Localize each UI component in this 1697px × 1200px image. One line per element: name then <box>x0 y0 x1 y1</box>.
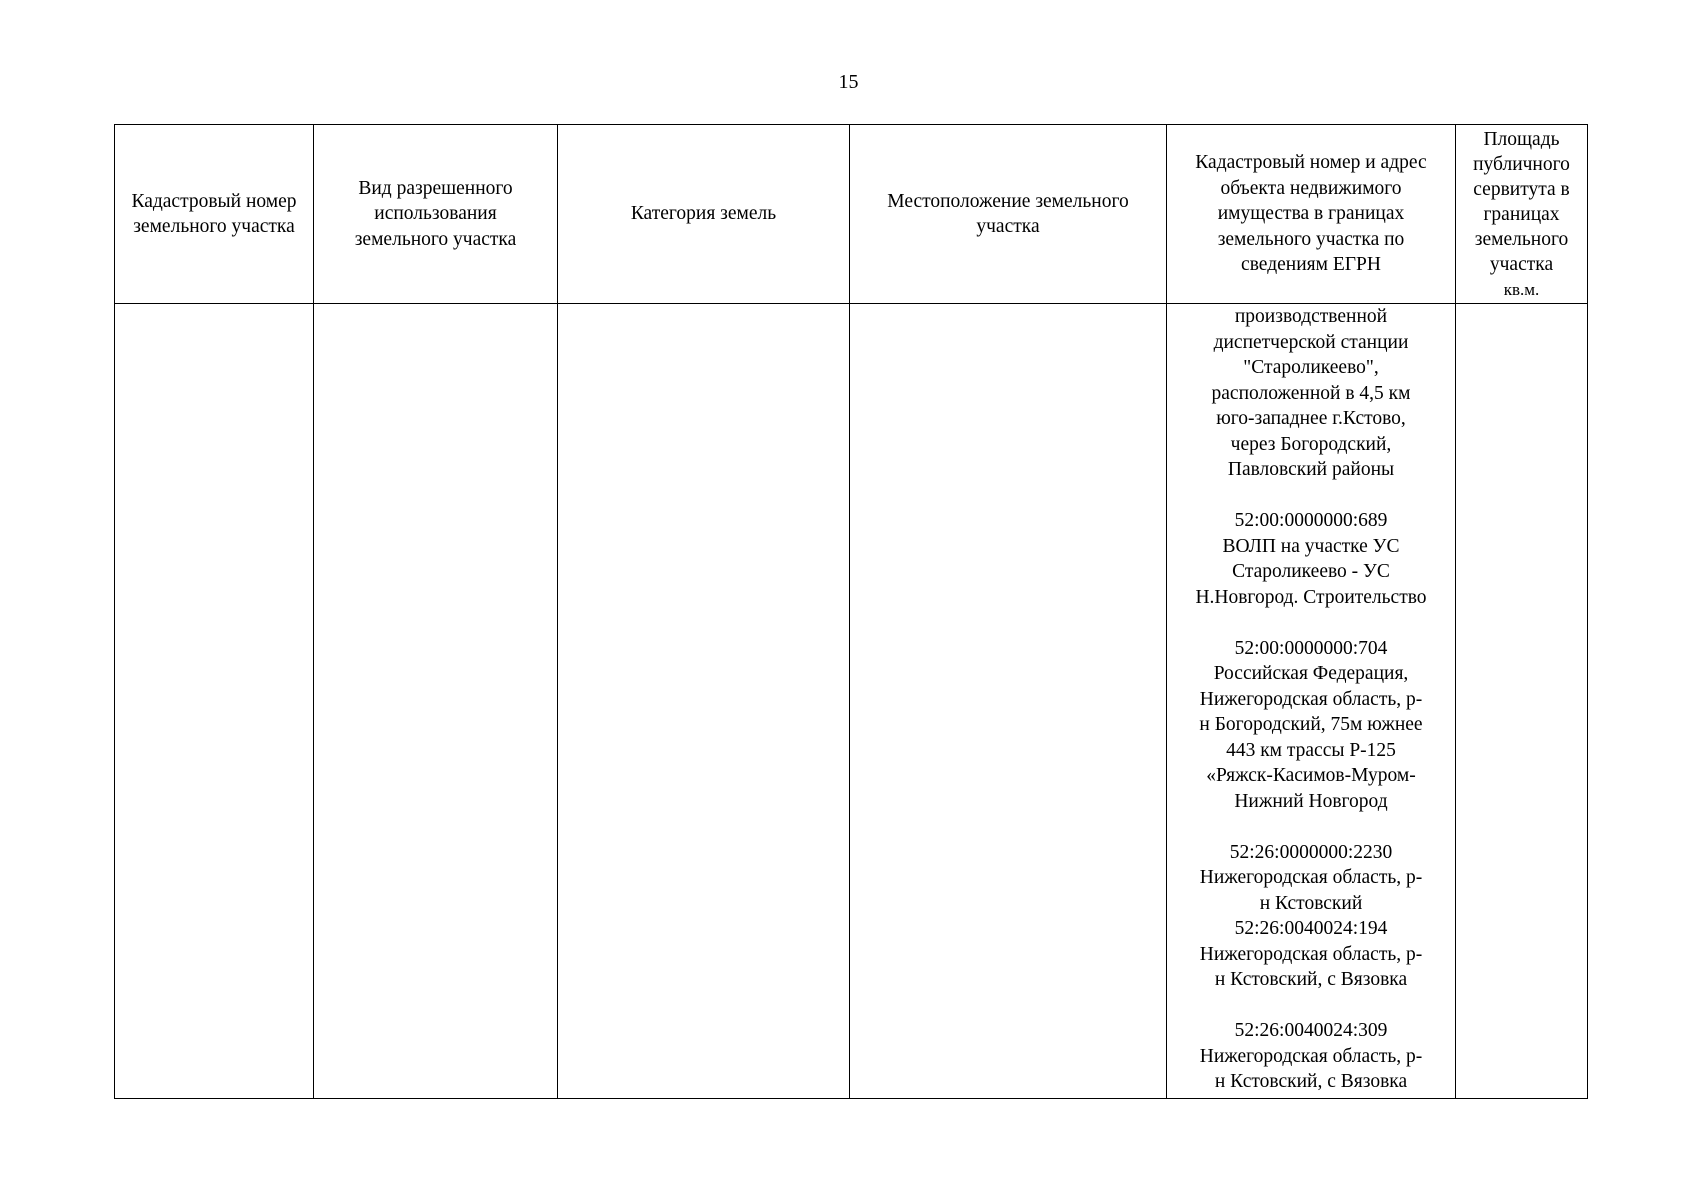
table-row <box>115 304 1588 1099</box>
header-egrn-objects <box>1167 125 1456 304</box>
header-location <box>850 125 1167 304</box>
cell-cadastral-number <box>115 304 314 1099</box>
cell-location <box>850 304 1167 1099</box>
cell-egrn-objects <box>1167 304 1456 1099</box>
header-location-label: Местоположение земельного участка <box>887 190 1129 237</box>
egrn-entry: 52:26:0040024:309 Нижегородская область, р- н Кстовский, с Вязовка <box>1199 1020 1423 1092</box>
header-land-category-label: Категория земель <box>630 203 777 225</box>
header-land-category <box>558 125 850 304</box>
cell-permitted-use <box>314 304 558 1099</box>
header-permitted-use <box>314 125 558 304</box>
header-servitude-area-label: Площадь публичного сервитута в границах земельного участка <box>1473 128 1570 275</box>
page-number: 15 <box>838 71 859 93</box>
egrn-entry: 52:00:0000000:704 Российская Федерация, Нижегородская область, р- н Богородский, 75м южнее 443 км трассы Р-125 «Ряжск-Касимов-Муром- Нижний Новгород <box>1199 637 1423 812</box>
cell-land-category <box>558 304 850 1099</box>
servitude-table <box>114 124 1588 1099</box>
header-egrn-objects-label: Кадастровый номер и адрес объекта недвижимого имущества в границах земельного участка по сведениям ЕГРН <box>1195 152 1427 276</box>
egrn-entry: 52:00:0000000:689 ВОЛП на участке УС Староликеево - УС Н.Новгород. Строительство <box>1195 510 1427 608</box>
header-servitude-area-units: кв.м. <box>1503 279 1540 299</box>
header-cadastral-number <box>115 125 314 304</box>
table-header-row <box>115 125 1588 304</box>
egrn-entry: производственной диспетчерской станции "Староликеево", расположенной в 4,5 км юго-западнее г.Кстово, через Богородский, Павловский районы <box>1211 306 1411 480</box>
egrn-entry: 52:26:0000000:2230 Нижегородская область, р- н Кстовский 52:26:0040024:194 Нижегородская область, р- н Кстовский, с Вязовка <box>1199 841 1423 990</box>
header-servitude-area <box>1456 125 1588 304</box>
header-permitted-use-label: Вид разрешенного использования земельного участка <box>354 177 517 250</box>
cell-servitude-area <box>1456 304 1588 1099</box>
header-cadastral-number-label: Кадастровый номер земельного участка <box>131 190 297 237</box>
